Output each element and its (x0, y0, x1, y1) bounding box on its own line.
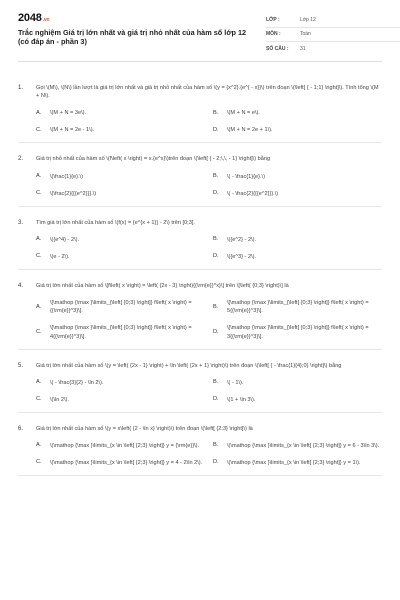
option-d[interactable] (213, 396, 382, 404)
option-text: \[\mathop {\max }\limits_{\left[ {0;3} \right]} f\left( x \right) = 3{{\rm{e}}^3}\]. (227, 325, 369, 340)
option-text: \(\mathop {\max }\limits_{x \in \left[ {2;3} \right]} y = 6 - 3\ln 3\). (227, 443, 380, 450)
option-b[interactable] (213, 299, 382, 315)
option-letter: D. (213, 459, 219, 466)
meta-value: 31 (300, 45, 306, 52)
option-letter: D. (213, 328, 219, 335)
option-letter: C. (36, 396, 42, 403)
option-b[interactable] (213, 236, 382, 244)
option-c[interactable] (36, 126, 205, 134)
option-letter: B. (213, 109, 219, 116)
option-letter: A. (36, 442, 42, 449)
option-text: \({e^2} - 2\). (227, 236, 257, 243)
site-logo[interactable] (18, 11, 49, 26)
meta-value: Toán (300, 31, 311, 38)
meta-row-subject (266, 28, 400, 42)
option-text: \(M + N = 2e + 1\). (227, 127, 273, 134)
option-letter: A. (36, 236, 42, 243)
meta-table (266, 14, 400, 56)
question-3 (18, 219, 382, 270)
option-text: \({e^4} - 2\). (50, 236, 80, 243)
option-c[interactable] (36, 396, 205, 404)
option-b[interactable] (213, 109, 382, 117)
option-a[interactable] (36, 236, 205, 244)
option-grid (18, 379, 382, 404)
option-grid (18, 173, 382, 198)
option-text: \(\mathop {\max }\limits_{x \in \left[ {2;3} \right]} y = {\rm{e}}\). (50, 443, 200, 450)
option-text: \( - \frac{2}{{{e^2}}}.\) (227, 190, 279, 197)
meta-key: SỐ CÂU : (266, 45, 289, 52)
option-text: \(\frac{1}{e}.\) (50, 173, 83, 180)
option-text: \(\mathop {\max }\limits_{x \in \left[ {2;3} \right]} y = 1\). (227, 460, 361, 467)
option-letter: A. (36, 303, 42, 310)
question-number: 3. (18, 219, 24, 226)
option-a[interactable] (36, 299, 205, 315)
option-c[interactable] (36, 459, 205, 467)
question-5 (18, 362, 382, 413)
option-a[interactable] (36, 173, 205, 181)
option-d[interactable] (213, 190, 382, 198)
option-text: \(M + N = 2e - 1\). (50, 127, 95, 134)
question-number: 1. (18, 85, 24, 91)
option-grid (18, 109, 382, 134)
option-a[interactable] (36, 109, 205, 117)
option-letter: C. (36, 459, 42, 466)
option-text: \[\mathop {\max }\limits_{\left[ {0;3} \right]} f\left( x \right) = 5{{\rm{e}}^3}\]. (227, 300, 369, 315)
option-text: \( - \frac{3}{2} - \ln 2\). (50, 379, 104, 386)
option-letter: D. (213, 189, 219, 196)
question-text: Giá trị lớn nhất của hàm số \(y = \left( {2x - 1} \right) + \ln \left( {2x + 1} \right)\) trên đoạn \(\left[ { - \frac{1}{4};0} \right]\) bằng (36, 362, 342, 369)
option-letter: C. (36, 126, 42, 133)
option-b[interactable] (213, 379, 382, 387)
option-text: \(\ln 2\). (50, 396, 69, 403)
question-number: 2. (18, 156, 24, 163)
option-letter: A. (36, 109, 42, 116)
meta-key: LỚP : (266, 17, 280, 24)
option-letter: B. (213, 236, 219, 243)
option-c[interactable] (36, 190, 205, 198)
option-letter: B. (213, 379, 219, 386)
page-header (18, 8, 382, 62)
question-text: Giá trị lớn nhất của hàm số \[f\left( x \right) = \left( {2x - 3} \right){{\rm{e}}^x}\] trên \[\left( {0;3} \right)\] là (36, 283, 289, 290)
question-text: Tìm giá trị lớn nhất của hàm số \(f(x) = {e^{x + 1}} - 2\) trên [0;3]. (36, 219, 195, 226)
option-b[interactable] (213, 173, 382, 181)
option-text: \(\frac{2}{{{e^2}}}.\) (50, 190, 97, 197)
question-list (18, 84, 382, 476)
option-letter: B. (213, 442, 219, 449)
meta-value: Lớp 12 (300, 17, 316, 24)
logo-suffix: .vn (42, 17, 50, 23)
option-d[interactable] (213, 253, 382, 261)
option-a[interactable] (36, 442, 205, 450)
logo-main: 2048 (18, 12, 42, 24)
option-b[interactable] (213, 442, 382, 450)
question-number: 4. (18, 283, 24, 290)
option-letter: C. (36, 253, 42, 260)
option-letter: C. (36, 328, 42, 335)
question-number: 6. (18, 425, 24, 432)
option-text: \( - \frac{1}{e}.\) (227, 173, 265, 180)
option-c[interactable] (36, 324, 205, 340)
question-text: Giá trị lớn nhất của hàm số \(y = x\left( {2 - \ln x} \right)\) trên đoạn \(\left[ {2;3} \right]\) là (36, 425, 253, 432)
question-2 (18, 155, 382, 206)
option-letter: B. (213, 303, 219, 310)
option-text: \[\mathop {\max }\limits_{\left[ {0;3} \right]} f\left( x \right) = 4{{\rm{e}}^3}\]. (50, 325, 192, 340)
option-letter: B. (213, 172, 219, 179)
question-1 (18, 84, 382, 143)
meta-row-count (266, 42, 400, 56)
option-text: \(1 + \ln 3\). (227, 396, 256, 403)
option-letter: A. (36, 379, 42, 386)
question-number: 5. (18, 362, 24, 369)
option-text: \(M + N = 3e\). (50, 110, 87, 117)
option-letter: D. (213, 396, 219, 403)
option-grid (18, 236, 382, 261)
option-grid (18, 299, 382, 340)
option-text: \( - 1\). (227, 379, 244, 386)
meta-key: MÔN : (266, 31, 281, 38)
option-text: \[\mathop {\max }\limits_{\left[ {0;3} \right]} f\left( x \right) = {{\rm{e}}^3}\]. (50, 300, 192, 315)
option-letter: D. (213, 253, 219, 260)
option-a[interactable] (36, 379, 205, 387)
option-text: \(M + N = e\). (227, 110, 260, 117)
option-d[interactable] (213, 324, 382, 340)
option-letter: A. (36, 172, 42, 179)
option-text: \({e^3} - 2\). (227, 253, 257, 260)
question-text: Giá trị nhỏ nhất của hàm số \(f\left( x \right) = x.{e^x}\)trên đoạn \(\left[ { - 2;\,\, - 1} \right]\) bằng (36, 156, 271, 163)
option-text: \(e - 2\). (50, 253, 70, 260)
meta-row-class (266, 14, 400, 28)
question-6 (18, 425, 382, 476)
question-4 (18, 282, 382, 350)
option-letter: D. (213, 126, 219, 133)
option-d[interactable] (213, 459, 382, 467)
option-c[interactable] (36, 253, 205, 261)
option-d[interactable] (213, 126, 382, 134)
page-title: Trắc nghiệm Giá trị lớn nhất và giá trị nhỏ nhất của hàm số lớp 12 (có đáp án - phần 3) (18, 28, 247, 47)
option-letter: C. (36, 189, 42, 196)
option-text: \(\mathop {\max }\limits_{x \in \left[ {2;3} \right]} y = 4 - 2\ln 2\). (50, 460, 203, 467)
option-grid (18, 442, 382, 467)
question-text: Gọi \(M\), \(N\) lần lượt là giá trị lớn nhất và giá trị nhỏ nhất của hàm số \(y = {x^2}.{e^{ - x}}\) trên đoạn \(\left[ { - 1;1} \right]\). Tính tổng \(M + N\). (36, 85, 379, 100)
